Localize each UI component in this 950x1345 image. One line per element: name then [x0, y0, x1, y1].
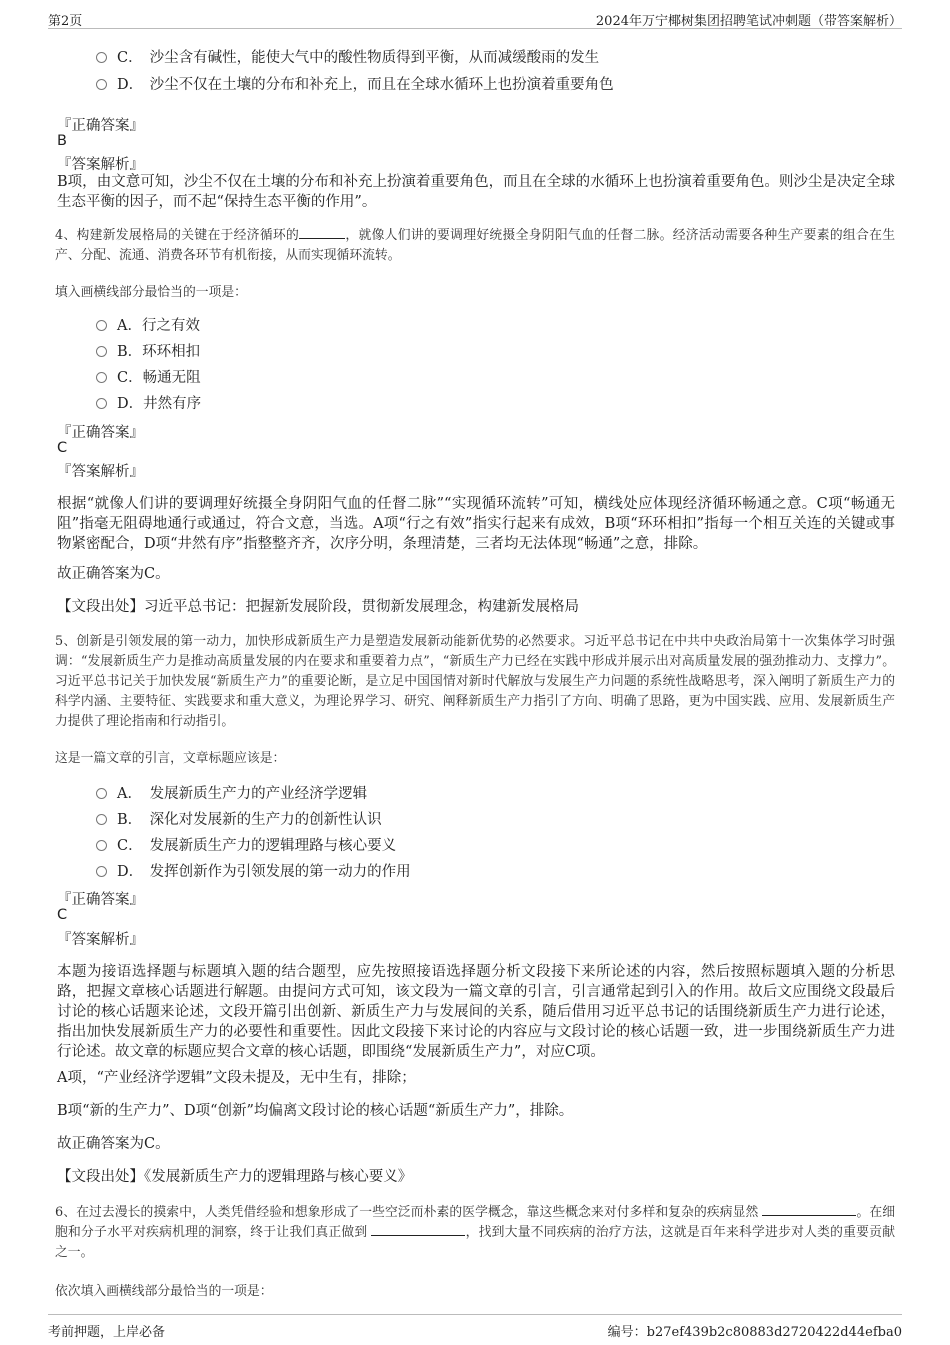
- q3-option-d[interactable]: D． 沙尘不仅在土壤的分布和补充上，而且在全球水循环上也扮演着重要角色: [96, 73, 614, 94]
- page-header: [48, 6, 902, 29]
- analysis-label: 『答案解析』: [57, 157, 144, 173]
- answer-label: 『正确答案』: [57, 892, 144, 908]
- q4-conclusion: 故正确答案为C。: [57, 566, 170, 582]
- radio-icon[interactable]: [96, 372, 107, 383]
- q4-source: 【文段出处】习近平总书记：把握新发展阶段，贯彻新发展理念，构建新发展格局: [57, 599, 579, 615]
- q3-analysis: B项，由文意可知，沙尘不仅在土壤的分布和补充上扮演着重要角色，而且在全球的水循环上也扮演着重要角色。则沙尘是决定全球生态平衡的因子，而不起“保持生态平衡的作用”。: [57, 174, 895, 210]
- q5-source: 【文段出处】《发展新质生产力的逻辑理路与核心要义》: [57, 1169, 413, 1185]
- q4-analysis: 根据“就像人们讲的要调理好统摄全身阴阳气血的任督二脉”“实现循环流转”可知，横线处应体现经济循环畅通之意。C项“畅通无阻”指毫无阻碍地通行或通过，符合文意，当选。A项“行之有效”指实行起来有成效，B项“环环相扣”指每一个相互关连的关键或事物紧密配合，D项“井然有序”指整整齐齐，次序分明，条理清楚，三者均无法体现“畅通”之意，排除。: [57, 496, 895, 552]
- q4-option-b[interactable]: B．环环相扣: [96, 340, 200, 361]
- footer-slogan: 考前押题，上岸必备: [48, 1325, 166, 1340]
- answer-label: 『正确答案』: [57, 118, 144, 134]
- q5-option-a[interactable]: A． 发展新质生产力的产业经济学逻辑: [96, 782, 367, 803]
- q4-prompt: 填入画横线部分最恰当的一项是：: [55, 285, 247, 300]
- radio-icon[interactable]: [96, 788, 107, 799]
- q5-exclusion-bd: B项“新的生产力”、D项“创新”均偏离文段讨论的核心话题“新质生产力”，排除。: [57, 1103, 574, 1119]
- analysis-label: 『答案解析』: [57, 464, 144, 480]
- radio-icon[interactable]: [96, 814, 107, 825]
- radio-icon[interactable]: [96, 346, 107, 357]
- document-title: 2024年万宁椰树集团招聘笔试冲刺题（带答案解析）: [595, 14, 902, 29]
- radio-icon[interactable]: [96, 866, 107, 877]
- page-footer: [48, 1314, 902, 1340]
- q5-conclusion: 故正确答案为C。: [57, 1136, 170, 1152]
- q4-option-c[interactable]: C．畅通无阻: [96, 366, 201, 387]
- q4-option-a[interactable]: A．行之有效: [96, 314, 200, 335]
- radio-icon[interactable]: [96, 320, 107, 331]
- q5-stem: 5、创新是引领发展的第一动力，加快形成新质生产力是塑造发展新动能新优势的必然要求。习近平总书记在中共中央政治局第十一次集体学习时强调：“发展新质生产力是推动高质量发展的内在要求和重要着力点”，“新质生产力已经在实践中形成并展示出对高质量发展的强劲推动力、支撑力”。习近平总书记关于加快发展“新质生产力”的重要论断，是立足中国国情对新时代解放与发展生产力问题的系统性战略思考，深入阐明了新质生产力的科学内涵、主要特征、实践要求和重大意义，为理论界学习、研究、阐释新质生产力指引了方向、明确了思路，更为中国实践、应用、发展新质生产力提供了理论指南和行动指引。: [55, 634, 895, 729]
- q5-option-c[interactable]: C． 发展新质生产力的逻辑理路与核心要义: [96, 834, 396, 855]
- q5-answer: C: [57, 907, 68, 923]
- page-number: 第2页: [48, 14, 83, 29]
- answer-label: 『正确答案』: [57, 425, 144, 441]
- q3-option-c[interactable]: C． 沙尘含有碱性，能使大气中的酸性物质得到平衡，从而减缓酸雨的发生: [96, 46, 599, 67]
- radio-icon[interactable]: [96, 79, 107, 90]
- analysis-label: 『答案解析』: [57, 932, 144, 948]
- q4-answer: C: [57, 440, 68, 456]
- q4-option-d[interactable]: D．井然有序: [96, 392, 201, 413]
- radio-icon[interactable]: [96, 52, 107, 63]
- q4-stem: 4、构建新发展格局的关键在于经济循环的 ，就像人们讲的要调理好统摄全身阴阳气血的任督二脉。经济活动需要各种生产要素的组合在生产、分配、流通、消费各环节有机衔接，从而实现循环流转。: [55, 228, 895, 263]
- q3-answer: B: [57, 133, 67, 149]
- q5-exclusion-a: A项，“产业经济学逻辑”文段未提及，无中生有，排除；: [57, 1070, 416, 1086]
- q5-option-b[interactable]: B． 深化对发展新的生产力的创新性认识: [96, 808, 382, 829]
- q5-option-d[interactable]: D． 发挥创新作为引领发展的第一动力的作用: [96, 860, 411, 881]
- q5-analysis: 本题为接语选择题与标题填入题的结合题型，应先按照接语选择题分析文段接下来所论述的内容，然后按照标题填入题的分析思路，把握文章核心话题进行解题。由提问方式可知，该文段为一篇文章的引言，引言通常起到引入的作用。故后文应围绕文段最后讨论的核心话题来论述，文段开篇引出创新、新质生产力与发展间的关系，随后借用习近平总书记的话围绕新质生产力进行论述，指出加快发展新质生产力的必要性和重要性。因此文段接下来讨论的内容应与文段讨论的核心话题一致，进一步围绕新质生产力进行论述。故文章的标题应契合文章的核心话题，即围绕“发展新质生产力”，对应C项。: [57, 964, 895, 1060]
- q6-prompt: 依次填入画横线部分最恰当的一项是：: [55, 1284, 273, 1299]
- radio-icon[interactable]: [96, 840, 107, 851]
- document-id: 编号：b27ef439b2c80883d2720422d44efba0: [607, 1325, 902, 1340]
- q6-stem: 6、在过去漫长的摸索中，人类凭借经验和想象形成了一些空泛而朴素的医学概念，靠这些概念来对付多样和复杂的疾病显然 。在细胞和分子水平对疾病机理的洞察，终于让我们真正做到 ，找到大量不同疾病的治疗方法，这就是百年来科学进步对人类的重要贡献之一。: [55, 1205, 896, 1260]
- q5-prompt: 这是一篇文章的引言，文章标题应该是：: [55, 751, 286, 766]
- radio-icon[interactable]: [96, 398, 107, 409]
